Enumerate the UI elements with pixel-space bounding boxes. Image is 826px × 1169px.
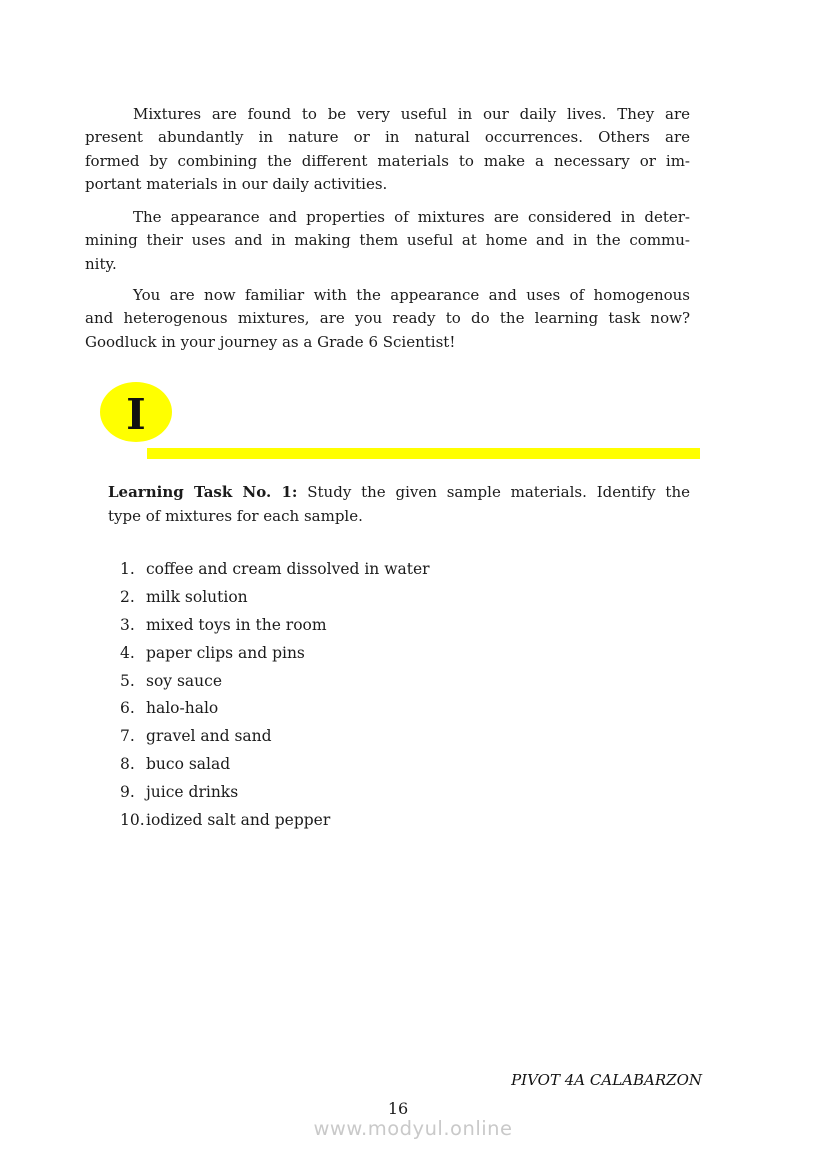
list-item bbox=[120, 723, 430, 751]
list-item-text: mixed toys in the room bbox=[146, 615, 327, 634]
paragraph-line: The appearance and properties of mixtures are considered in deter- bbox=[133, 208, 690, 226]
paragraph-line: Goodluck in your journey as a Grade 6 Scientist! bbox=[85, 332, 456, 351]
list-item-text: gravel and sand bbox=[146, 727, 272, 746]
list-item bbox=[120, 668, 430, 696]
section-divider-bar bbox=[147, 448, 700, 459]
footer-brand: PIVOT 4A CALABARZON bbox=[511, 1071, 702, 1089]
section-letter-i: I bbox=[126, 390, 146, 439]
learning-task-intro: Study the given sample materials. Identify the bbox=[307, 483, 690, 501]
list-item bbox=[120, 640, 430, 668]
paragraph-appearance-properties bbox=[85, 206, 690, 276]
list-item-number: 6. bbox=[120, 699, 135, 718]
list-item-number: 2. bbox=[120, 587, 135, 606]
list-item-number: 10. bbox=[120, 811, 145, 830]
list-item-text: buco salad bbox=[146, 755, 231, 774]
list-item-text: soy sauce bbox=[146, 671, 223, 690]
paragraph-line: nity. bbox=[85, 254, 117, 273]
page-number: 16 bbox=[387, 1099, 409, 1118]
section-marker-circle bbox=[100, 382, 172, 442]
list-item bbox=[120, 779, 430, 807]
list-item bbox=[120, 584, 430, 612]
list-item-number: 9. bbox=[120, 783, 135, 802]
list-item-text: paper clips and pins bbox=[146, 643, 305, 662]
list-item-text: halo-halo bbox=[146, 699, 219, 718]
learning-task-block bbox=[108, 481, 690, 528]
paragraph-line: You are now familiar with the appearance and uses of homogenous bbox=[133, 286, 690, 304]
list-item-text: milk solution bbox=[146, 587, 248, 606]
list-item bbox=[120, 751, 430, 779]
paragraph-line: formed by combining the different materials to make a necessary or im- bbox=[85, 151, 690, 170]
list-item-number: 4. bbox=[120, 643, 135, 662]
list-item-text: juice drinks bbox=[146, 783, 239, 802]
list-item-number: 7. bbox=[120, 727, 135, 746]
learning-task-label: Learning Task No. 1: bbox=[108, 483, 298, 501]
learning-task-line bbox=[108, 481, 690, 505]
list-item-number: 8. bbox=[120, 755, 135, 774]
paragraph-line: and heterogenous mixtures, are you ready to do the learning task now? bbox=[85, 309, 690, 328]
list-item bbox=[120, 556, 430, 584]
list-item bbox=[120, 612, 430, 640]
paragraph-intro-mixtures bbox=[85, 103, 690, 197]
list-item-text: iodized salt and pepper bbox=[146, 811, 331, 830]
learning-task-line: type of mixtures for each sample. bbox=[108, 506, 363, 525]
paragraph-line: present abundantly in nature or in natural occurrences. Others are bbox=[85, 128, 690, 147]
paragraph-line: mining their uses and in making them useful at home and in the commu- bbox=[85, 231, 690, 250]
list-item bbox=[120, 695, 430, 723]
list-item-number: 1. bbox=[120, 560, 135, 578]
list-item-text: coffee and cream dissolved in water bbox=[146, 560, 430, 578]
watermark: www.modyul.online bbox=[313, 1117, 513, 1140]
paragraph-line: Mixtures are found to be very useful in our daily lives. They are bbox=[133, 105, 690, 123]
list-item bbox=[120, 807, 430, 835]
list-item-number: 3. bbox=[120, 615, 135, 634]
paragraph-familiar-mixtures bbox=[85, 284, 690, 354]
paragraph-line: portant materials in our daily activities. bbox=[85, 175, 388, 194]
list-item-number: 5. bbox=[120, 671, 135, 690]
sample-list bbox=[120, 556, 430, 835]
